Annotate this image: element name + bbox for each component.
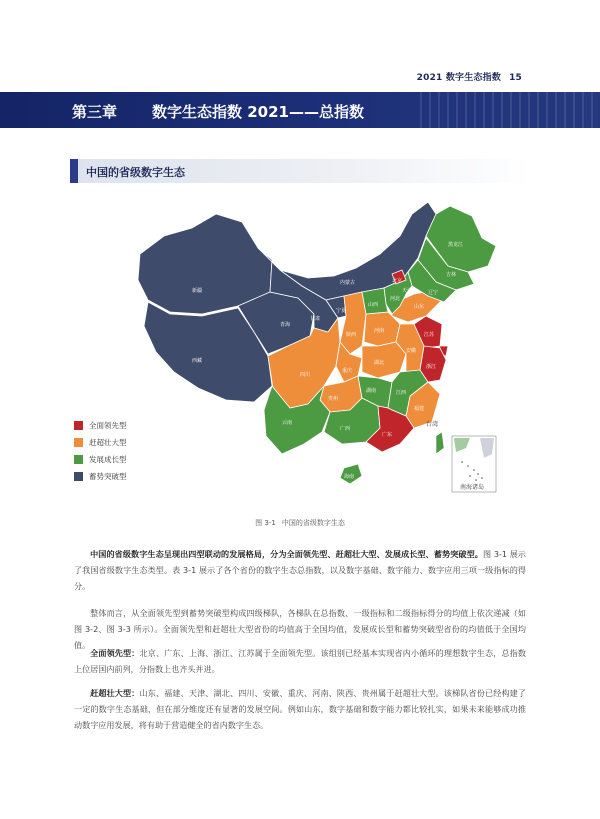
section-accent-bar <box>70 159 78 183</box>
legend-swatch <box>74 472 83 481</box>
paragraph-catching-up-type <box>74 685 526 733</box>
inset-label: 南海诸岛 <box>460 484 485 491</box>
label-hainan: 海南 <box>344 474 355 480</box>
label-shandong: 山东 <box>414 304 425 310</box>
label-guangxi: 广西 <box>340 426 351 432</box>
paragraph-lead: 全面领先型： <box>90 648 140 658</box>
province-taiwan-shape <box>436 432 444 454</box>
label-hunan: 湖南 <box>366 388 377 394</box>
province-shanxi <box>362 288 388 314</box>
label-tianjin: 天津 <box>402 288 413 294</box>
legend-swatch <box>74 421 83 430</box>
label-qinghai: 青海 <box>280 322 291 328</box>
running-header-title: 2021 数字生态指数 <box>416 73 502 83</box>
label-yunnan: 云南 <box>282 420 293 426</box>
figure-caption <box>0 518 600 528</box>
label-ningxia: 宁夏 <box>336 308 347 314</box>
legend-label: 全面领先型 <box>89 421 127 430</box>
label-macau: 澳门 <box>376 458 387 464</box>
label-jilin: 吉林 <box>446 272 457 278</box>
paragraph-leading-type <box>74 645 526 677</box>
legend-swatch <box>74 455 83 464</box>
legend-item <box>74 452 127 467</box>
paragraph-overview <box>74 546 526 594</box>
label-gansu: 甘肃 <box>310 316 321 322</box>
label-shanghai: 上海 <box>448 346 459 352</box>
paragraph-text: 图 3-1 展示了我国省级数字生态类型。表 3-1 展示了各个省份的数字生态总指数，以及数字基础、数字能力、数字应用三项一级指标的得分。 <box>74 549 526 591</box>
page-number: 15 <box>509 73 522 83</box>
label-fujian: 福建 <box>414 406 425 412</box>
legend-swatch <box>74 438 83 447</box>
label-neimenggu: 内蒙古 <box>340 280 356 286</box>
label-henan: 河南 <box>374 328 385 334</box>
paragraph-lead: 赶超壮大型： <box>90 688 140 698</box>
paragraph-lead: 中国的省级数字生态呈现出四型联动的发展格局，分为全面领先型、赶超壮大型、发展成长型、蓄势突破型。 <box>90 549 483 559</box>
figure-number: 图 3-1 <box>255 519 276 527</box>
banner-stripes <box>420 92 600 128</box>
label-beijing: 北京 <box>392 278 403 284</box>
label-hubei: 湖北 <box>374 360 385 366</box>
label-sichuan: 四川 <box>300 372 311 378</box>
paragraph-text: 整体而言，从全面领先型到蓄势突破型构成四级梯队，各梯队在总指数、一级指标和二级指标得分的均值上依次递减（如图 3-2、图 3-3 所示）。全面领先型和赶超壮大型省份的均值高于全国均值，发展成长型和蓄势突破型省份的均值低于全国均值。 <box>74 608 526 650</box>
china-province-map <box>130 196 500 500</box>
legend-label: 赶超壮大型 <box>89 438 127 447</box>
label-anhui: 安徽 <box>406 348 417 354</box>
figure-caption-text: 中国的省级数字生态 <box>281 519 345 527</box>
map-legend <box>74 418 127 486</box>
paragraph-text: 山东、福建、天津、湖北、四川、安徽、重庆、河南、陕西、贵州属于赶超壮大型。该梯队省份已经构建了一定的数字生态基础，但在部分维度还有显著的发展空间。例如山东，数字基础和数字能力都比较扎实，如果未来能够成功推动数字应用发展，将有助于营造健全的省内数字生态。 <box>74 688 526 730</box>
legend-label: 发展成长型 <box>89 455 127 464</box>
label-hebei: 河北 <box>390 296 401 302</box>
label-zhejiang: 浙江 <box>426 364 437 370</box>
legend-item <box>74 469 127 484</box>
label-xinjiang: 新疆 <box>192 288 203 294</box>
paragraph-text: 北京、广东、上海、浙江、江苏属于全面领先型。该组别已经基本实现省内小循环的理想数字生态，总指数上位居国内前列，分指数上也齐头并进。 <box>74 648 526 674</box>
label-liaoning: 辽宁 <box>428 290 439 296</box>
label-taiwan: 台湾 <box>426 421 439 428</box>
chapter-banner <box>0 92 600 128</box>
legend-label: 蓄势突破型 <box>89 472 127 481</box>
label-guizhou: 贵州 <box>328 396 339 402</box>
label-xizang: 西藏 <box>192 358 203 364</box>
label-guangdong: 广东 <box>382 432 393 438</box>
legend-item <box>74 418 127 433</box>
label-shaanxi: 陕西 <box>346 332 357 338</box>
chapter-number: 第三章 <box>72 103 118 121</box>
section-heading <box>70 159 530 183</box>
label-heilongjiang: 黑龙江 <box>448 242 464 248</box>
province-xinjiang <box>138 214 272 314</box>
chapter-title: 数字生态指数 2021——总指数 <box>152 103 364 121</box>
label-jiangxi: 江西 <box>396 390 407 396</box>
section-title: 中国的省级数字生态 <box>86 166 185 179</box>
south-china-sea-inset <box>452 436 496 492</box>
label-shanxi: 山西 <box>368 302 379 308</box>
label-chongqing: 重庆 <box>342 368 353 374</box>
legend-item <box>74 435 127 450</box>
label-jiangsu: 江苏 <box>424 332 435 338</box>
running-header <box>417 70 522 83</box>
label-hongkong: 香港 <box>396 450 407 456</box>
